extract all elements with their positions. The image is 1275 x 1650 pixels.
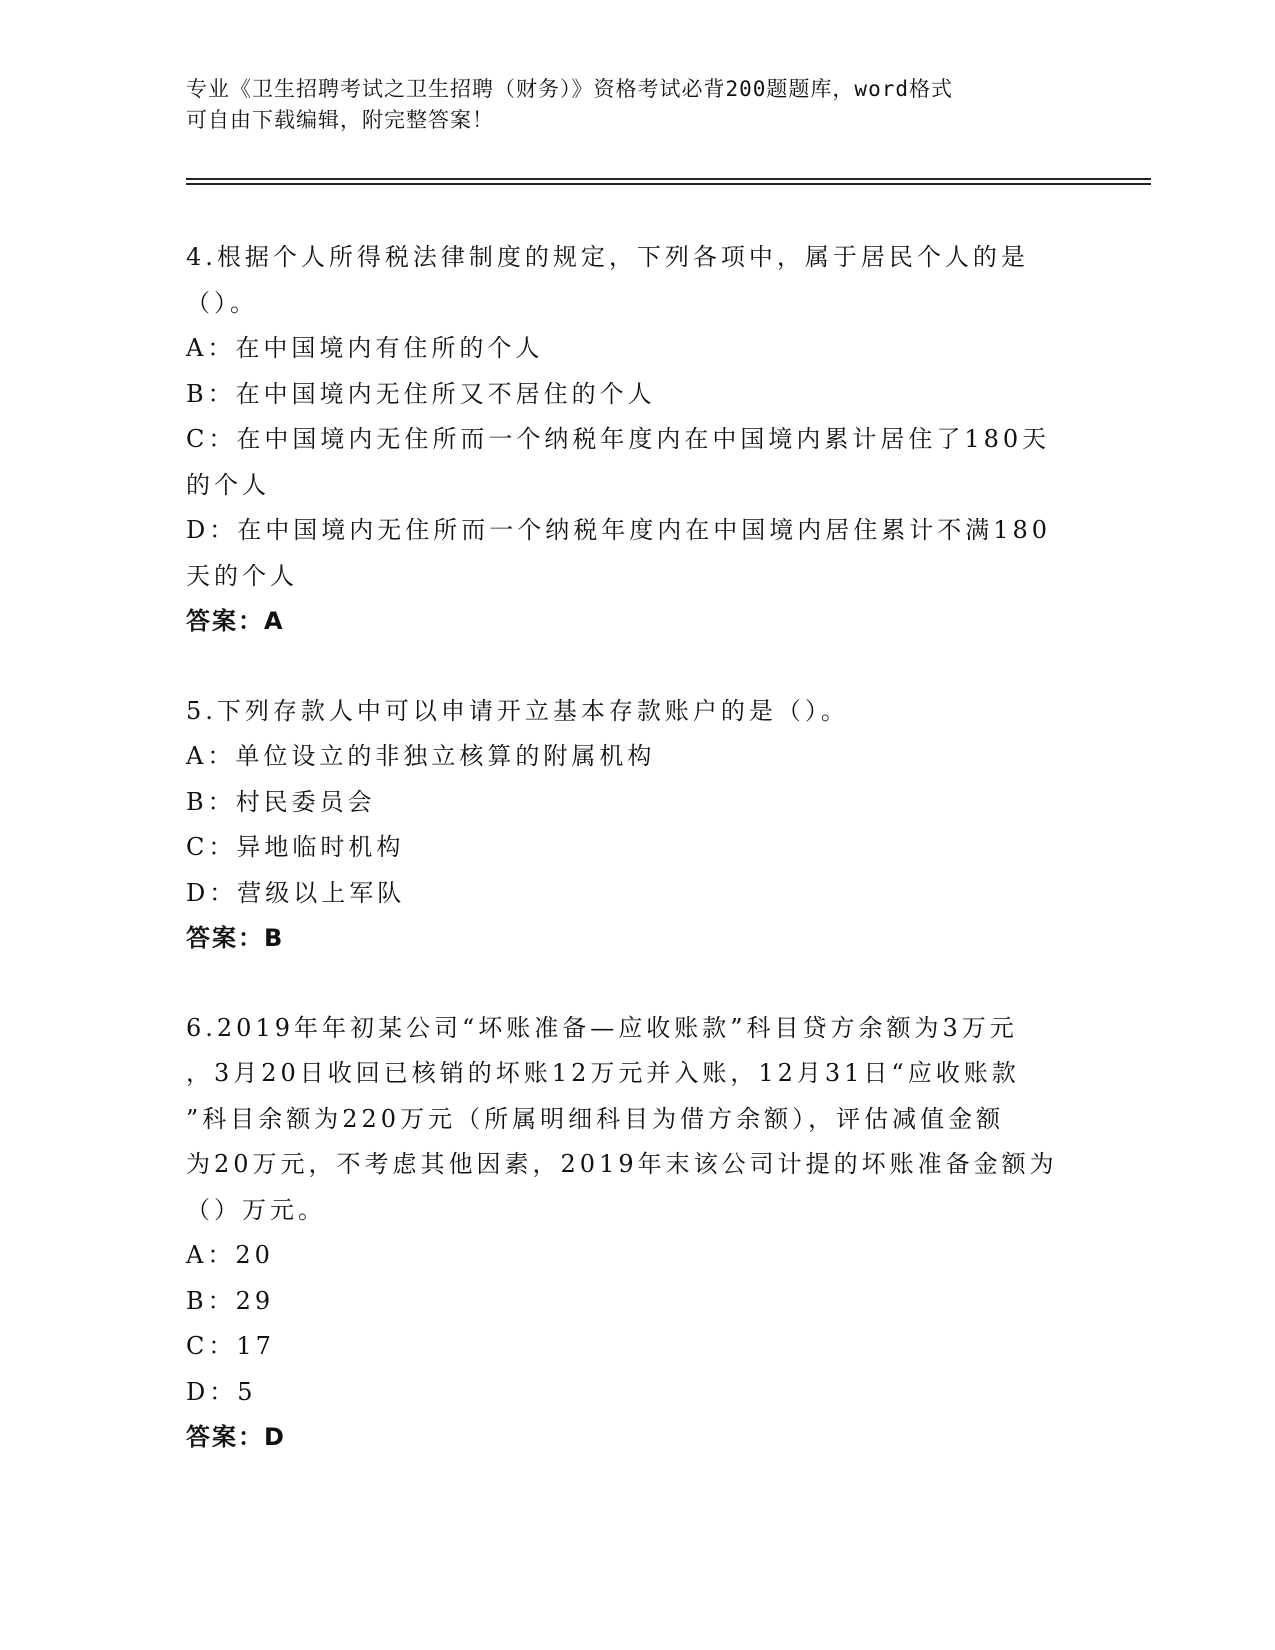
- question-stem: 6.2019年年初某公司“坏账准备—应收账款”科目贷方余额为3万元: [186, 1013, 1018, 1042]
- question-stem: ，3月20日收回已核销的坏账12万元并入账，12月31日“应收账款: [186, 1059, 1020, 1087]
- question-5: [186, 689, 1096, 962]
- header-line-1: 专业《卫生招聘考试之卫生招聘（财务）》资格考试必背200题题库，word格式: [186, 77, 953, 101]
- option-d-continued: 天的个人: [186, 561, 298, 590]
- header-line-2: 可自由下载编辑，附完整答案！: [186, 108, 494, 132]
- answer: 答案：D: [186, 1423, 286, 1451]
- option-d: D：在中国境内无住所而一个纳税年度内在中国境内居住累计不满180: [186, 516, 1052, 544]
- question-stem: ”科目余额为220万元（所属明细科目为借方余额），评估减值金额: [186, 1104, 1005, 1133]
- document-header: [186, 74, 1066, 136]
- question-stem: （）万元。: [186, 1195, 326, 1224]
- option-b: B：29: [186, 1286, 275, 1315]
- question-stem: 为20万元，不考虑其他因素，2019年末该公司计提的坏账准备金额为: [186, 1150, 1058, 1178]
- question-stem: （）。: [186, 288, 258, 317]
- option-c: C：17: [186, 1332, 275, 1360]
- header-divider-bottom: [186, 183, 1151, 185]
- option-c-continued: 的个人: [186, 470, 270, 499]
- option-a: A：单位设立的非独立核算的附属机构: [186, 742, 656, 770]
- answer: 答案：B: [186, 924, 285, 952]
- option-a: A：20: [186, 1241, 274, 1269]
- option-b: B：村民委员会: [186, 787, 376, 816]
- question-4: [186, 235, 1096, 645]
- option-b: B：在中国境内无住所又不居住的个人: [186, 379, 656, 408]
- option-c: C：异地临时机构: [186, 833, 405, 861]
- answer: 答案：A: [186, 607, 285, 635]
- option-d: D：营级以上军队: [186, 878, 406, 907]
- option-d: D：5: [186, 1377, 257, 1406]
- question-stem: 5.下列存款人中可以申请开立基本存款账户的是（）。: [186, 696, 849, 725]
- question-6: [186, 1006, 1096, 1461]
- option-a: A：在中国境内有住所的个人: [186, 334, 544, 362]
- option-c: C：在中国境内无住所而一个纳税年度内在中国境内累计居住了180天: [186, 425, 1051, 453]
- question-list: [186, 235, 1096, 1505]
- question-stem: 4.根据个人所得税法律制度的规定，下列各项中，属于居民个人的是: [186, 243, 1029, 271]
- header-divider-top: [186, 178, 1151, 180]
